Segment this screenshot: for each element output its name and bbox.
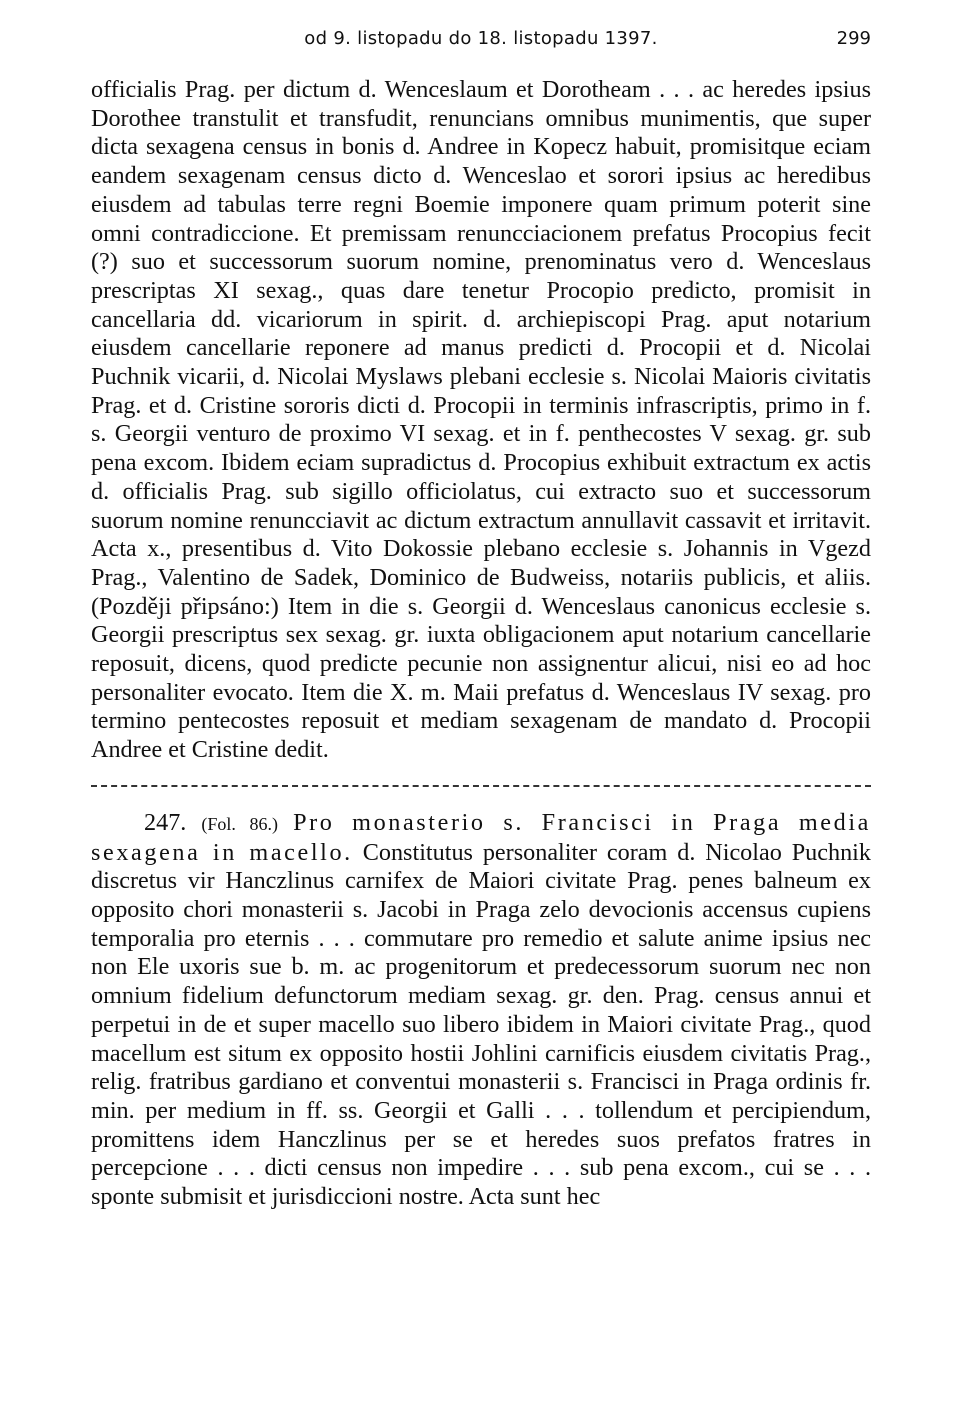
entry-number: 247. [144, 808, 187, 836]
entry-paragraph [91, 809, 871, 1212]
page-header [91, 28, 871, 76]
entry-text: Constitutus personaliter coram d. Nicolao Puchnik discretus vir Hanczlinus carnifex de Maiori civitate Prag. penes balneum ex opposito chori monasterii s. Jacobi in Praga zelo devocionis accensus cupiens temporalia pro eternis . . . commutare pro remedio et salute anime ipsius nec non Ele uxoris sue b. m. ac progenitorum et predecessorum suorum nec non omnium fidelium defunctorum mediam sexag. gr. den. Prag. census annui et perpetui in de et super macello suo libero ibidem in Maiori civitate Prag., quod macellum est situm ex opposito hostii Johlini carnificis eiusdem civitatis Prag., relig. fratribus gardiano et conventui monasterii s. Francisci in Praga ordinis fr. min. per medium in ff. ss. Georgii et Galli . . . tollendum et percipiendum, promittens idem Hanczlinus per se et heredes suos prefatos fratres in percepcione . . . dicti census non impedire . . . sub pena excom., cui se . . . sponte submisit et jurisdiccioni nostre. Acta sunt hec [91, 838, 871, 1211]
entry-heading: Pro monasterio s. Francisci in Praga media sexagena in macello. [91, 808, 871, 866]
section-divider [91, 785, 871, 787]
page-number: 299 [836, 28, 871, 49]
folio-reference: (Fol. 86.) [201, 813, 278, 834]
running-head: od 9. listopadu do 18. listopadu 1397. [304, 28, 658, 49]
continuation-paragraph: officialis Prag. per dictum d. Wenceslaum et Dorotheam . . . ac heredes ipsius Dorothee transtulit et transfudit, renuncians omnibus munimentis, que super dicta sexagena census in bonis d. Andree in Kopecz habuit, promisitque eciam eandem sexagenam census dicto d. Wenceslao et sorori ipsius ac heredibus eiusdem ad tabulas terre regni Boemie imponere quam primum poterit sine omni contradiccione. Et premissam renuncciacionem prefatus Procopius fecit (?) suo et successorum suorum nomine, prenominatus vero d. Wenceslaus prescriptas XI sexag., quas dare tenetur Procopio predicto, promisit in cancellaria dd. vicariorum in spirit. d. archiepiscopi Prag. aput notarium eiusdem cancellarie reponere ad manus predicti d. Procopii et d. Nicolai Puchnik vicarii, d. Nicolai Myslaws plebani ecclesie s. Nicolai Maioris civitatis Prag. et d. Cristine sororis dicti d. Procopii in terminis infrascriptis, primo in f. s. Georgii venturo de proximo VI sexag. et in f. penthecostes V sexag. gr. sub pena excom. Ibidem eciam supradictus d. Procopius exhibuit extractum ex actis d. officialis Prag. sub sigillo officiolatus, cui extracto suo et successorum suorum nomine renuncciavit ac dictum extractum annullavit cassavit et irritavit. Acta x., presentibus d. Vito Dokossie plebano ecclesie s. Johannis in Vgezd Prag., Valentino de Sadek, Dominico de Budweiss, notariis publicis, et aliis. (Později připsáno:) Item in die s. Georgii d. Wenceslaus canonicus ecclesie s. Georgii prescriptus sex sexag. gr. iuxta obligacionem aput notarium cancellarie reposuit, dicens, quod predicte pecunie non assignentur alicui, nisi eo ad hoc personaliter evocato. Item die X. m. Maii prefatus d. Wenceslaus IV sexag. pro termino pentecostes reposuit et mediam sexagenam de mandato d. Procopii Andree et Cristine dedit. [91, 76, 871, 764]
document-page [91, 0, 871, 1212]
